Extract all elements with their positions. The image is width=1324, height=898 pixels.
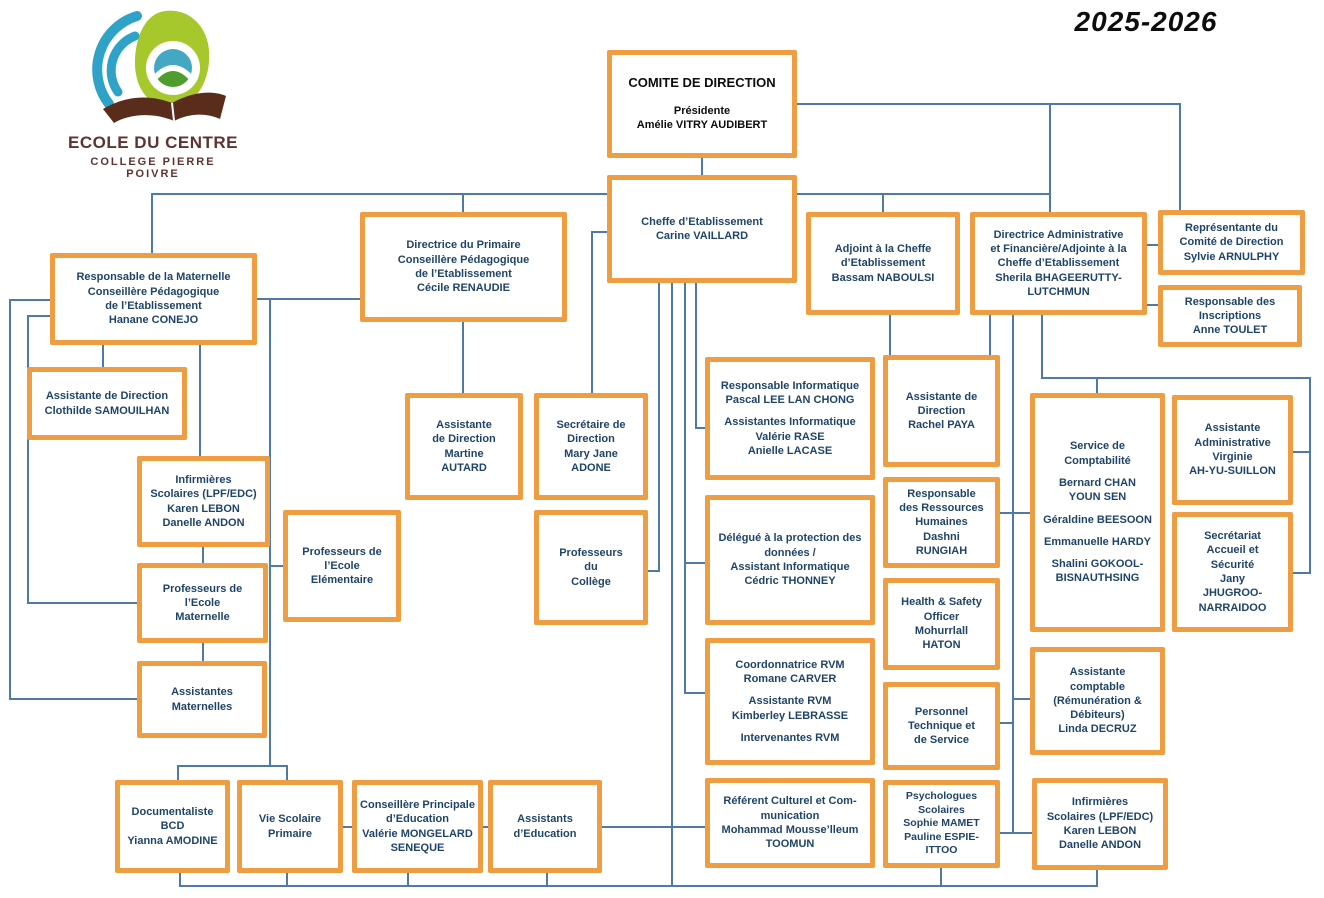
- professeurs-college-line: Collège: [571, 575, 611, 588]
- responsable-informatique-line: Valérie RASE: [755, 430, 825, 443]
- assistante-comptable-line: comptable: [1069, 680, 1125, 693]
- assistante-direction-paya-line: Rachel PAYA: [908, 419, 975, 432]
- professeurs-ecole-maternelle-line: Professeurs de: [162, 582, 243, 595]
- responsable-maternelle-line: Hanane CONEJO: [108, 314, 199, 327]
- cheffe-etablissement-line: Cheffe d’Etablissement: [641, 215, 763, 228]
- secretaire-direction-adone-line: ADONE: [571, 461, 611, 474]
- connector: [152, 194, 607, 253]
- service-comptabilite-line: Service de: [1069, 440, 1126, 453]
- service-comptabilite-line: BISNAUTHSING: [1055, 572, 1140, 585]
- assistante-direction-paya-line: Assistante de: [905, 390, 978, 403]
- directrice-administrative-financiere-line: Directrice Administrative: [993, 228, 1124, 241]
- responsable-maternelle-line: Responsable de la Maternelle: [76, 271, 231, 284]
- infirmieres-scolaires-2-line: Danelle ANDON: [1058, 839, 1142, 852]
- service-comptabilite-line: Géraldine BEESOON: [1043, 513, 1152, 526]
- representante-comite-line: Comité de Direction: [1179, 236, 1284, 249]
- referent-culturel-communication-line: munication: [760, 809, 820, 822]
- secretaire-direction-adone-line: Secrétaire de: [556, 418, 626, 431]
- psychologues-scolaires-line: Sophie MAMET: [903, 817, 980, 830]
- representante-comite-line: Sylvie ARNULPHY: [1183, 250, 1280, 263]
- professeurs-ecole-elementaire-line: Elémentaire: [310, 574, 374, 587]
- delegue-protection-donnees-line: Délégué à la protection des: [718, 532, 862, 545]
- assistantes-maternelles-line: Maternelles: [171, 700, 233, 713]
- secretariat-accueil-securite-line: Accueil et: [1206, 544, 1259, 557]
- personnel-technique-service-line: Technique et: [907, 719, 976, 732]
- responsable-informatique-line: Responsable Informatique: [720, 379, 860, 392]
- directrice-administrative-financiere-line: Cheffe d’Etablissement: [997, 257, 1120, 270]
- assistante-comptable-line: (Rémunération &: [1053, 694, 1142, 707]
- adjoint-cheffe-line: Adjoint à la Cheffe: [834, 243, 932, 256]
- adjoint-cheffe-line: Bassam NABOULSI: [831, 271, 935, 284]
- infirmieres-scolaires-2-line: Karen LEBON: [1063, 825, 1137, 837]
- connector: [592, 232, 607, 393]
- directrice-primaire-line: Cécile RENAUDIE: [417, 282, 510, 295]
- responsable-ressources-humaines-line: Responsable: [907, 487, 976, 500]
- responsable-ressources-humaines-line: RUNGIAH: [915, 544, 968, 557]
- coordonnatrice-rvm-line: Kimberley LEBRASSE: [731, 709, 849, 722]
- directrice-administrative-financiere-line: et Financière/Adjointe à la: [990, 243, 1127, 256]
- responsable-ressources-humaines-line: Humaines: [915, 516, 968, 529]
- assistante-direction-autard-line: Assistante: [436, 418, 492, 431]
- connector: [696, 283, 705, 428]
- delegue-protection-donnees-line: Assistant Informatique: [730, 561, 850, 573]
- responsable-ressources-humaines-line: Dashni: [923, 530, 960, 543]
- secretariat-accueil-securite-line: JHUGROO-: [1202, 587, 1263, 600]
- secretaire-direction-adone-line: Direction: [567, 433, 615, 446]
- vie-scolaire-primaire-line: Vie Scolaire: [258, 813, 322, 826]
- service-comptabilite-line: Bernard CHAN: [1058, 476, 1136, 489]
- comite-de-direction-line: Amélie VITRY AUDIBERT: [636, 119, 768, 132]
- documentaliste-bcd-line: BCD: [160, 820, 185, 833]
- assistante-direction-autard-line: AUTARD: [441, 461, 487, 474]
- assistante-administrative-line: Administrative: [1194, 436, 1271, 449]
- coordonnatrice-rvm-line: Assistante RVM: [748, 695, 832, 708]
- professeurs-ecole-elementaire-line: l’Ecole: [324, 559, 360, 572]
- infirmieres-scolaires-2-line: Infirmières: [1071, 796, 1129, 809]
- professeurs-ecole-elementaire-line: Professeurs de: [302, 545, 382, 558]
- assistante-comptable-line: Assistante: [1069, 666, 1126, 679]
- referent-culturel-communication-line: Mohammad Mousse’lleum: [721, 824, 859, 836]
- secretariat-accueil-securite-line: NARRAIDOO: [1198, 601, 1267, 614]
- personnel-technique-service-line: Personnel: [914, 705, 969, 718]
- assistante-direction-autard-line: Martine: [444, 447, 484, 460]
- psychologues-scolaires-line: ITTOO: [925, 844, 958, 857]
- assistante-administrative-line: Assistante: [1204, 422, 1261, 435]
- directrice-primaire-line: de l’Etablissement: [415, 268, 512, 280]
- assistante-direction-samouilhan-line: Clothilde SAMOUILHAN: [44, 404, 170, 417]
- assistante-comptable-line: Linda DECRUZ: [1058, 723, 1137, 736]
- conseillere-principale-education-line: d’Education: [386, 813, 449, 826]
- referent-culturel-communication-line: Référent Culturel et Com-: [723, 795, 857, 808]
- connector: [178, 299, 287, 780]
- coordonnatrice-rvm-line: Coordonnatrice RVM: [735, 658, 845, 671]
- coordonnatrice-rvm-line: Romane CARVER: [743, 673, 837, 686]
- professeurs-college-line: du: [584, 561, 598, 574]
- delegue-protection-donnees-line: données /: [764, 546, 816, 559]
- vie-scolaire-primaire-line: Primaire: [267, 827, 313, 840]
- secretariat-accueil-securite-line: Secrétariat: [1204, 530, 1261, 543]
- adjoint-cheffe-line: d’Etablissement: [840, 257, 926, 270]
- coordonnatrice-rvm-line: Intervenantes RVM: [740, 731, 840, 744]
- infirmieres-scolaires-1-line: Infirmières: [175, 473, 232, 486]
- conseillere-principale-education-line: Valérie MONGELARD: [362, 827, 473, 840]
- professeurs-ecole-maternelle-line: l’Ecole: [184, 596, 221, 609]
- logo-school-name: ECOLE DU CENTRE: [68, 133, 238, 152]
- psychologues-scolaires-line: Scolaires: [918, 803, 965, 816]
- service-comptabilite-line: Emmanuelle HARDY: [1044, 535, 1151, 548]
- comite-de-direction-line: Présidente: [673, 105, 731, 118]
- directrice-primaire-line: Conseillère Pédagogique: [397, 253, 530, 266]
- conseillere-principale-education-line: Conseillère Principale: [360, 798, 475, 811]
- health-safety-officer-line: HATON: [922, 639, 961, 652]
- documentaliste-bcd-line: Documentaliste: [131, 806, 214, 819]
- secretariat-accueil-securite-line: Jany: [1219, 573, 1246, 585]
- infirmieres-scolaires-2-line: Scolaires (LPF/EDC): [1046, 810, 1154, 823]
- personnel-technique-service-line: de Service: [913, 734, 970, 747]
- responsable-maternelle-line: de l’Etablissement: [105, 300, 202, 312]
- connector: [180, 870, 1097, 886]
- directrice-administrative-financiere-line: LUTCHMUN: [1027, 285, 1090, 298]
- assistante-administrative-line: AH-YU-SUILLON: [1189, 465, 1276, 478]
- professeurs-ecole-maternelle-line: Maternelle: [175, 611, 230, 624]
- health-safety-officer-line: Mohurrlall: [914, 625, 969, 637]
- responsable-informatique-line: Pascal LEE LAN CHONG: [725, 394, 855, 407]
- infirmieres-scolaires-1-line: Danelle ANDON: [162, 516, 245, 529]
- responsable-maternelle-line: Conseillère Pédagogique: [87, 285, 220, 298]
- infirmieres-scolaires-1-line: Scolaires (LPF/EDC): [150, 488, 257, 501]
- connector: [1042, 315, 1310, 573]
- directrice-administrative-financiere-line: Sherila BHAGEERUTTY-: [995, 271, 1122, 284]
- infirmieres-scolaires-1-line: Karen LEBON: [167, 502, 240, 515]
- assistante-direction-samouilhan-line: Assistante de Direction: [45, 390, 169, 403]
- school-logo: [68, 8, 238, 180]
- documentaliste-bcd-line: Yianna AMODINE: [127, 834, 218, 847]
- assistante-direction-paya-line: Direction: [917, 404, 966, 417]
- responsable-inscriptions-line: Anne TOULET: [1192, 324, 1268, 337]
- secretariat-accueil-securite-line: Sécurité: [1210, 558, 1255, 571]
- health-safety-officer-line: Officer: [923, 610, 960, 623]
- logo-college-name: COLLEGE PIERRE POIVRE: [90, 156, 216, 180]
- secretaire-direction-adone-line: Mary Jane: [564, 447, 618, 460]
- responsable-informatique-line: Assistantes Informatique: [724, 416, 856, 429]
- assistante-comptable-line: Débiteurs): [1070, 709, 1125, 722]
- assistantes-maternelles-line: Assistantes: [171, 686, 233, 699]
- psychologues-scolaires-line: Psychologues: [905, 789, 978, 802]
- responsable-inscriptions-line: Inscriptions: [1198, 309, 1262, 322]
- responsable-inscriptions-line: Responsable des: [1184, 295, 1276, 308]
- cheffe-etablissement-line: Carine VAILLARD: [655, 230, 749, 242]
- referent-culturel-communication-line: TOOMUN: [765, 838, 815, 851]
- connector: [648, 283, 659, 571]
- comite-de-direction-title: COMITE DE DIRECTION: [628, 75, 776, 91]
- conseillere-principale-education-line: SENEQUE: [390, 841, 445, 854]
- delegue-protection-donnees-line: Cédric THONNEY: [744, 575, 836, 588]
- psychologues-scolaires-line: Pauline ESPIE-: [904, 830, 979, 843]
- school-logo-icon: [73, 8, 233, 126]
- assistante-administrative-line: Virginie: [1212, 451, 1253, 463]
- directrice-primaire-line: Directrice du Primaire: [406, 239, 521, 252]
- representante-comite-line: Représentante du: [1185, 222, 1278, 235]
- assistante-direction-autard-line: de Direction: [432, 433, 496, 446]
- assistants-education-line: d’Education: [513, 827, 577, 840]
- connector: [28, 316, 137, 603]
- service-comptabilite-line: Shalini GOKOOL-: [1051, 558, 1144, 571]
- connector: [10, 300, 137, 699]
- responsable-informatique-line: Anielle LACASE: [747, 444, 833, 457]
- health-safety-officer-line: Health & Safety: [901, 596, 982, 609]
- service-comptabilite-line: Comptabilité: [1064, 454, 1131, 467]
- responsable-ressources-humaines-line: des Ressources: [899, 502, 984, 515]
- service-comptabilite-line: YOUN SEN: [1068, 491, 1127, 504]
- assistants-education-line: Assistants: [517, 813, 573, 826]
- professeurs-college-line: Professeurs: [559, 547, 623, 560]
- school-year-title: 2025-2026: [1074, 6, 1218, 37]
